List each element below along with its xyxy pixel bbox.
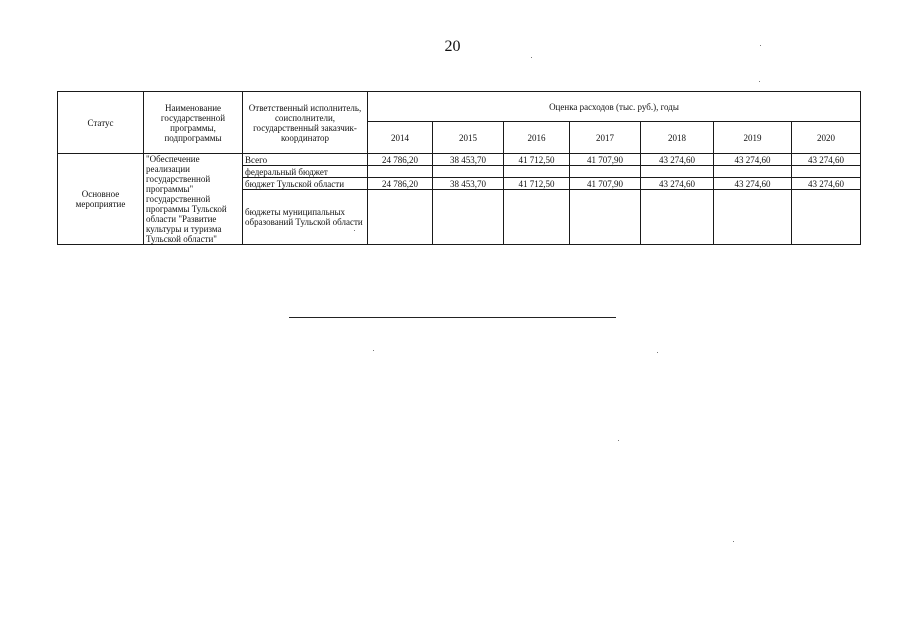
status-cell: Основное мероприятие xyxy=(58,154,144,245)
row-label: бюджеты муниципальных образований Тульской области xyxy=(243,190,368,245)
scan-speck xyxy=(618,440,619,441)
program-name-cell: "Обеспечение реализации государственной программы" государственной программы Тульской области "Развитие культуры и туризма Тульской области" xyxy=(144,154,243,245)
page-number: 20 xyxy=(444,38,461,55)
value-cell xyxy=(368,190,433,245)
scan-speck xyxy=(759,81,760,82)
value-cell xyxy=(714,166,792,178)
value-cell: 24 786,20 xyxy=(368,154,433,166)
value-cell xyxy=(570,190,641,245)
header-status: Статус xyxy=(58,92,144,154)
value-cell xyxy=(504,190,570,245)
scan-speck xyxy=(733,541,734,542)
value-cell xyxy=(433,190,504,245)
end-of-section-line xyxy=(289,317,616,318)
scan-speck xyxy=(373,350,374,351)
value-cell: 41 712,50 xyxy=(504,178,570,190)
value-cell: 43 274,60 xyxy=(641,178,714,190)
value-cell xyxy=(641,166,714,178)
value-cell xyxy=(792,166,861,178)
table-row xyxy=(58,154,861,166)
header-year: 2018 xyxy=(641,122,714,154)
header-year: 2019 xyxy=(714,122,792,154)
value-cell: 43 274,60 xyxy=(792,178,861,190)
value-cell: 41 707,90 xyxy=(570,178,641,190)
value-cell xyxy=(792,190,861,245)
value-cell xyxy=(504,166,570,178)
value-cell xyxy=(570,166,641,178)
value-cell: 41 712,50 xyxy=(504,154,570,166)
value-cell: 43 274,60 xyxy=(792,154,861,166)
value-cell: 38 453,70 xyxy=(433,154,504,166)
row-label: федеральный бюджет xyxy=(243,166,368,178)
value-cell: 24 786,20 xyxy=(368,178,433,190)
row-label: бюджет Тульской области xyxy=(243,178,368,190)
scan-speck xyxy=(354,230,355,231)
scan-speck xyxy=(531,57,532,58)
header-year: 2020 xyxy=(792,122,861,154)
header-year: 2016 xyxy=(504,122,570,154)
scan-speck xyxy=(657,352,658,353)
header-year: 2017 xyxy=(570,122,641,154)
header-program-name: Наименование государственной программы, подпрограммы xyxy=(144,92,243,154)
value-cell: 38 453,70 xyxy=(433,178,504,190)
row-label: Всего xyxy=(243,154,368,166)
header-year: 2014 xyxy=(368,122,433,154)
value-cell xyxy=(714,190,792,245)
value-cell: 41 707,90 xyxy=(570,154,641,166)
value-cell xyxy=(368,166,433,178)
header-year: 2015 xyxy=(433,122,504,154)
value-cell xyxy=(641,190,714,245)
value-cell xyxy=(433,166,504,178)
value-cell: 43 274,60 xyxy=(714,154,792,166)
value-cell: 43 274,60 xyxy=(714,178,792,190)
value-cell: 43 274,60 xyxy=(641,154,714,166)
header-cost-estimate: Оценка расходов (тыс. руб.), годы xyxy=(368,92,861,122)
header-responsible: Ответственный исполнитель, соисполнители, государственный заказчик-координатор xyxy=(243,92,368,154)
budget-table xyxy=(57,91,861,245)
scan-speck xyxy=(760,45,761,46)
